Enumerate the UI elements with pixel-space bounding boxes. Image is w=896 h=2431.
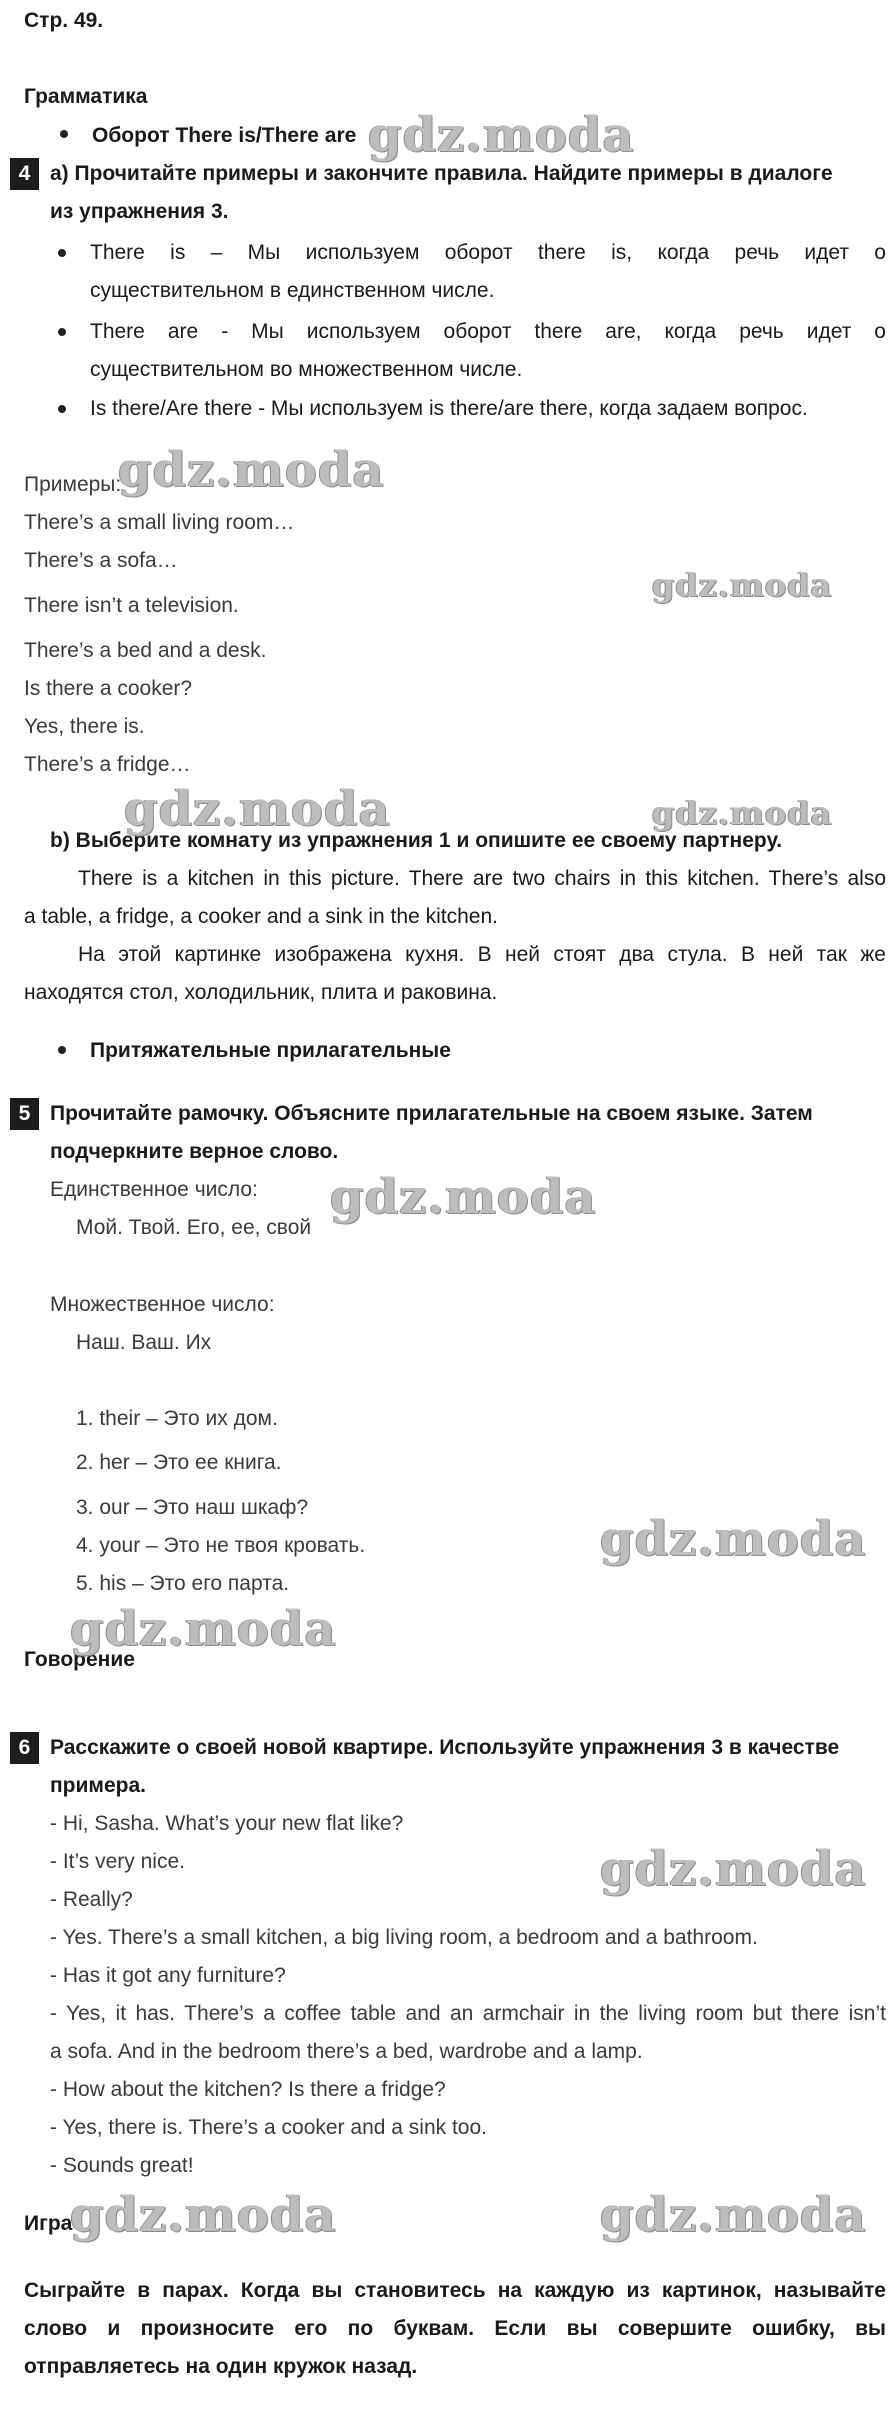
exercise-4-task-b: b) Выберите комнату из упражнения 1 и опишите ее своему партнеру. bbox=[50, 829, 783, 852]
bullet-icon bbox=[58, 405, 66, 413]
watermark: gdz.moda bbox=[70, 2187, 337, 2243]
plural-words: Наш. Ваш. Их bbox=[76, 1331, 212, 1354]
dialogue-line: - How about the kitchen? Is there a fridge? bbox=[50, 2078, 446, 2101]
exercise-4-task-a: a) Прочитайте примеры и закончите правила. Найдите примеры в диалоге bbox=[50, 162, 833, 185]
game-heading: Игра bbox=[24, 2212, 73, 2235]
example-item: There’s a small living room… bbox=[24, 511, 295, 534]
bullet-icon bbox=[58, 249, 66, 257]
singular-words: Мой. Твой. Его, ее, свой bbox=[76, 1216, 312, 1239]
rule-there-are: There are - Мы используем оборот there are, когда речь идет о bbox=[90, 320, 886, 343]
watermark: gdz.moda bbox=[124, 781, 391, 837]
singular-label: Единственное число: bbox=[50, 1178, 258, 1201]
rule-there-are-cont: существительном во множественном числе. bbox=[90, 358, 523, 381]
dialogue-line: - It’s very nice. bbox=[50, 1850, 185, 1873]
answer-ru-line1: На этой картинке изображена кухня. В ней стоят два стула. В ней так же bbox=[78, 943, 886, 966]
game-text-line2: слово и произносите его по буквам. Если вы совершите ошибку, вы bbox=[24, 2317, 886, 2340]
examples-label: Примеры: bbox=[24, 473, 122, 496]
answer-item: 3. our – Это наш шкаф? bbox=[76, 1496, 309, 1519]
page-reference: Стр. 49. bbox=[24, 9, 104, 32]
watermark: gdz.moda bbox=[600, 1841, 867, 1897]
watermark: gdz.moda bbox=[330, 1169, 597, 1225]
watermark: gdz.moda bbox=[600, 2187, 867, 2243]
watermark: gdz.moda bbox=[652, 794, 833, 832]
dialogue-line: - Really? bbox=[50, 1888, 133, 1911]
example-item: There’s a sofa… bbox=[24, 549, 178, 572]
watermark: gdz.moda bbox=[118, 442, 385, 498]
dialogue-line: - Sounds great! bbox=[50, 2154, 194, 2177]
rule-questions: Is there/Are there - Мы используем is there/are there, когда задаем вопрос. bbox=[90, 397, 808, 420]
example-item: There isn’t a television. bbox=[24, 594, 239, 617]
example-item: There’s a bed and a desk. bbox=[24, 639, 267, 662]
exercise-number-6: 6 bbox=[10, 1732, 39, 1764]
dialogue-line: - Yes, it has. There’s a coffee table and an armchair in the living room but there isn’t bbox=[50, 2002, 886, 2025]
answer-item: 4. your – Это не твоя кровать. bbox=[76, 1534, 366, 1557]
watermark: gdz.moda bbox=[70, 1601, 337, 1657]
bullet-icon bbox=[60, 130, 68, 138]
exercise-number-5: 5 bbox=[10, 1098, 39, 1130]
game-text-line3: отправляетесь на один кружок назад. bbox=[24, 2355, 418, 2378]
example-item: There’s a fridge… bbox=[24, 753, 191, 776]
bullet-icon bbox=[58, 328, 66, 336]
rule-there-is: There is – Мы используем оборот there is, когда речь идет о bbox=[90, 241, 886, 264]
bullet-icon bbox=[58, 1046, 66, 1054]
exercise-5-task: Прочитайте рамочку. Объясните прилагательные на своем языке. Затем bbox=[50, 1102, 813, 1125]
answer-item: 5. his – Это его парта. bbox=[76, 1572, 290, 1595]
dialogue-line: - Yes, there is. There’s a cooker and a sink too. bbox=[50, 2116, 487, 2139]
answer-en-line2: a table, a fridge, a cooker and a sink in the kitchen. bbox=[24, 905, 498, 928]
dialogue-line: - Hi, Sasha. What’s your new flat like? bbox=[50, 1812, 404, 1835]
dialogue-line: a sofa. And in the bedroom there’s a bed, wardrobe and a lamp. bbox=[50, 2040, 643, 2063]
answer-en-line1: There is a kitchen in this picture. There are two chairs in this kitchen. There’s also bbox=[78, 867, 886, 890]
grammar-topic: Оборот There is/There are bbox=[92, 124, 357, 147]
exercise-number-4: 4 bbox=[10, 158, 39, 190]
example-item: Is there a cooker? bbox=[24, 677, 193, 700]
game-text-line1: Сыграйте в парах. Когда вы становитесь на каждую из картинок, называйте bbox=[24, 2279, 886, 2302]
dialogue-line: - Yes. There’s a small kitchen, a big living room, a bedroom and a bathroom. bbox=[50, 1926, 758, 1949]
plural-label: Множественное число: bbox=[50, 1293, 275, 1316]
answer-item: 2. her – Это ее книга. bbox=[76, 1451, 282, 1474]
example-item: Yes, there is. bbox=[24, 715, 145, 738]
watermark: gdz.moda bbox=[368, 107, 635, 163]
watermark: gdz.moda bbox=[600, 1511, 867, 1567]
dialogue-line: - Has it got any furniture? bbox=[50, 1964, 286, 1987]
exercise-6-task: Расскажите о своей новой квартире. Используйте упражнения 3 в качестве bbox=[50, 1736, 840, 1759]
answer-item: 1. their – Это их дом. bbox=[76, 1407, 278, 1430]
exercise-5-task-cont: подчеркните верное слово. bbox=[50, 1140, 339, 1163]
watermark: gdz.moda bbox=[652, 566, 833, 604]
exercise-6-task-cont: примера. bbox=[50, 1774, 146, 1797]
exercise-4-task-a-cont: из упражнения 3. bbox=[50, 200, 229, 223]
grammar-heading: Грамматика bbox=[24, 85, 148, 108]
speaking-heading: Говорение bbox=[24, 1648, 135, 1671]
answer-ru-line2: находятся стол, холодильник, плита и раковина. bbox=[24, 981, 498, 1004]
possessive-topic: Притяжательные прилагательные bbox=[90, 1039, 451, 1062]
rule-there-is-cont: существительном в единственном числе. bbox=[90, 279, 495, 302]
